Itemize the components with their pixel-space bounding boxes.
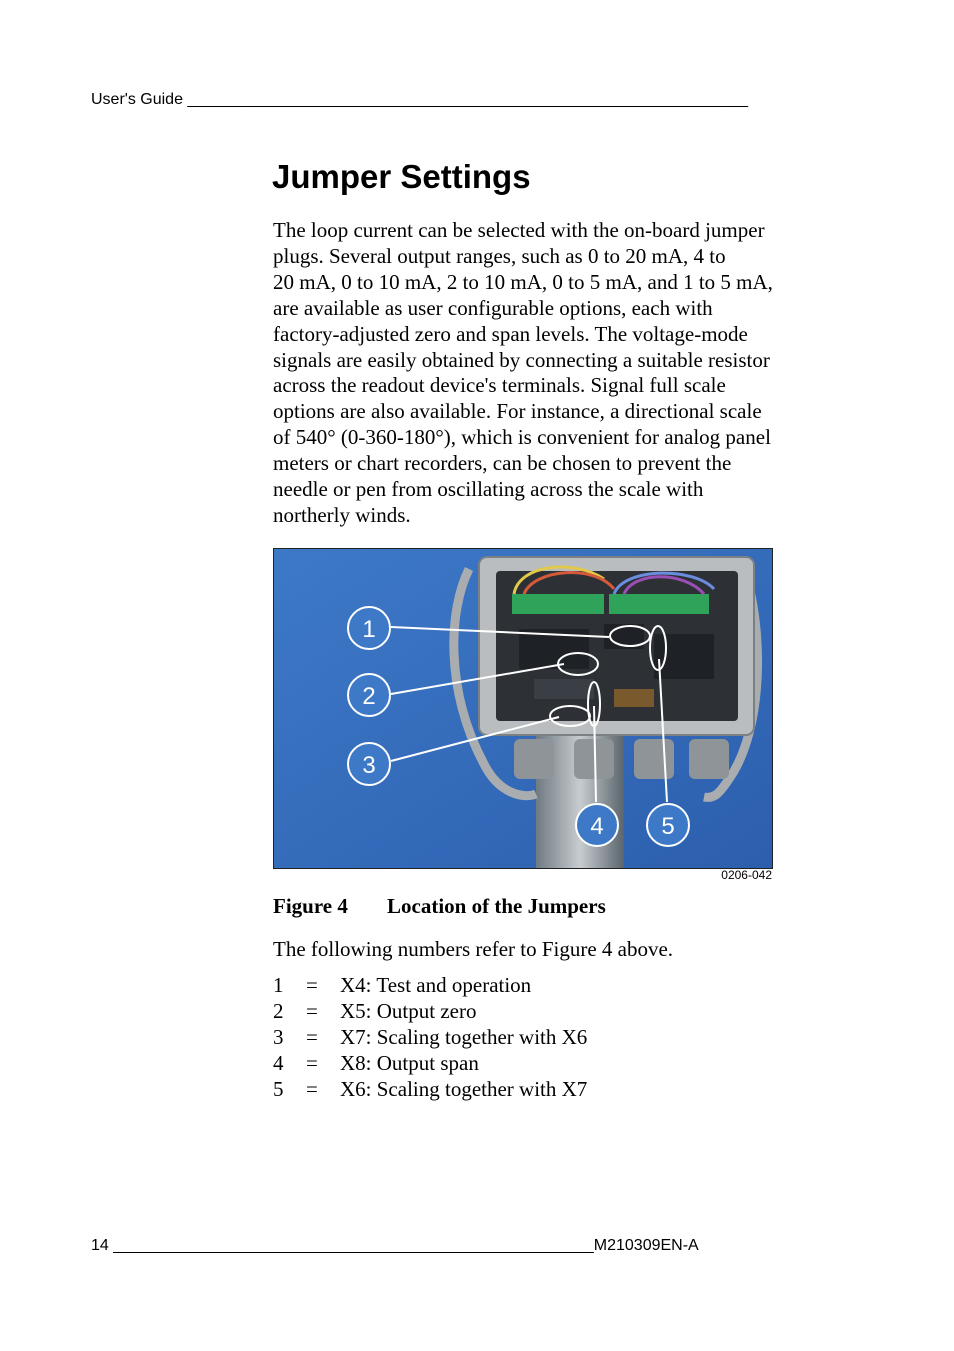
- legend-equals: =: [306, 998, 318, 1023]
- figure-label: Figure 4: [273, 894, 348, 918]
- legend-equals: =: [306, 1050, 318, 1075]
- legend-item: [273, 973, 587, 999]
- paragraph-line: of 540° (0-360-180°), which is convenient for analog panel: [273, 425, 771, 450]
- paragraph-line: needle or pen from oscillating across the scale with: [273, 477, 704, 502]
- paragraph-line: are available as user configurable options, each with: [273, 295, 713, 320]
- callout-5: [647, 804, 689, 846]
- document-code: M210309EN-A: [593, 1237, 699, 1254]
- legend-item: [273, 999, 587, 1025]
- svg-text:4: 4: [590, 813, 604, 840]
- legend-equals: =: [306, 1024, 318, 1049]
- legend-number: 2: [273, 998, 284, 1023]
- legend-item: [273, 1077, 587, 1103]
- callout-2: [348, 674, 390, 716]
- legend-equals: =: [306, 1076, 318, 1101]
- paragraph-line: northerly winds.: [273, 502, 411, 527]
- page-title: Jumper Settings: [272, 158, 531, 195]
- callout-4: [576, 804, 618, 846]
- legend-text: X8: Output span: [340, 1050, 479, 1075]
- running-header: User's Guide _______________________________________________________________: [91, 91, 749, 108]
- paragraph-line: across the readout device's terminals. Signal full scale: [273, 373, 726, 398]
- figure-id: 0206-042: [721, 868, 772, 882]
- paragraph-line: plugs. Several output ranges, such as 0 to 20 mA, 4 to: [273, 243, 726, 268]
- footer-rule: ______________________________________________________: [113, 1237, 594, 1254]
- body-paragraph: [273, 218, 813, 529]
- legend-number: 1: [273, 973, 284, 997]
- running-footer: [91, 1237, 821, 1255]
- legend-text: X6: Scaling together with X7: [340, 1076, 588, 1101]
- legend-intro: The following numbers refer to Figure 4 above.: [273, 937, 674, 961]
- legend-equals: =: [306, 973, 318, 997]
- jumper-legend: [273, 973, 587, 1102]
- jumper-location-photo: [273, 548, 773, 869]
- paragraph-line: options are also available. For instance, a directional scale: [273, 399, 762, 424]
- legend-text: X4: Test and operation: [340, 973, 532, 997]
- paragraph-line: 20 mA, 0 to 10 mA, 2 to 10 mA, 0 to 5 mA, and 1 to 5 mA,: [273, 269, 773, 294]
- legend-item: [273, 1051, 587, 1077]
- figure-caption: [273, 894, 606, 919]
- figure-caption-text: Location of the Jumpers: [387, 894, 606, 918]
- svg-text:1: 1: [362, 616, 376, 643]
- legend-text: X7: Scaling together with X6: [340, 1024, 588, 1049]
- svg-text:2: 2: [362, 683, 376, 710]
- paragraph-line: signals are easily obtained by connecting a suitable resistor: [273, 347, 770, 372]
- svg-text:3: 3: [362, 752, 376, 779]
- paragraph-line: meters or chart recorders, can be chosen to prevent the: [273, 451, 732, 476]
- callout-1: [348, 607, 390, 649]
- paragraph-line: factory-adjusted zero and span levels. The voltage-mode: [273, 321, 748, 346]
- photo-illustration: [274, 549, 772, 868]
- paragraph-line: The loop current can be selected with the on-board jumper: [273, 218, 765, 242]
- callout-3: [348, 743, 390, 785]
- legend-item: [273, 1025, 587, 1051]
- legend-number: 4: [273, 1050, 284, 1075]
- page-number: 14: [91, 1237, 109, 1254]
- legend-text: X5: Output zero: [340, 998, 477, 1023]
- legend-number: 3: [273, 1024, 284, 1049]
- svg-text:5: 5: [661, 813, 675, 840]
- legend-number: 5: [273, 1076, 284, 1101]
